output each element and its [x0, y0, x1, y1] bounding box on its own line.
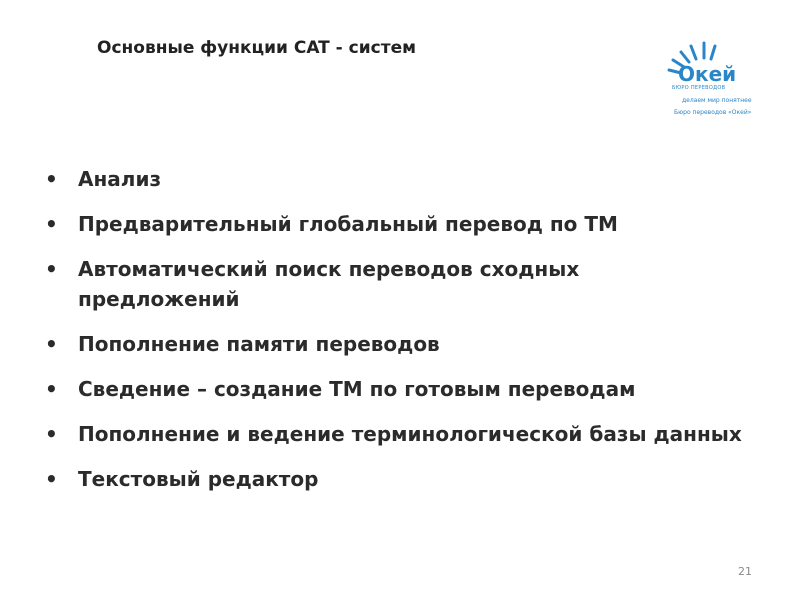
list-item	[45, 209, 745, 239]
list-item-text: Анализ	[78, 167, 162, 191]
logo-subtitle: БЮРО ПЕРЕВОДОВ	[672, 85, 726, 91]
bullet-icon: •	[45, 377, 58, 401]
bullet-icon: •	[45, 467, 58, 491]
bullet-icon: •	[45, 332, 58, 356]
list-item-text: Предварительный глобальный перевод по ТМ	[78, 212, 618, 236]
bullet-list	[45, 164, 745, 509]
list-item-text: Текстовый редактор	[78, 467, 319, 491]
list-item	[45, 164, 745, 194]
list-item-text: Пополнение памяти переводов	[78, 332, 440, 356]
logo-tagline: делаем мир понятнее	[682, 97, 752, 104]
logo-name: Окей	[678, 62, 737, 86]
slide-title: Основные функции CAT - систем	[97, 38, 416, 58]
list-item-text: Пополнение и ведение терминологической базы данных	[78, 422, 742, 446]
company-logo	[660, 36, 770, 120]
list-item	[45, 464, 745, 494]
bullet-icon: •	[45, 422, 58, 446]
list-item	[45, 329, 745, 359]
list-item-text: Автоматический поиск переводов сходных предложений	[78, 257, 580, 311]
list-item	[45, 374, 745, 404]
logo-caption: Бюро переводов «Окей»	[674, 109, 752, 116]
page-number: 21	[738, 565, 752, 578]
list-item-text: Сведение – создание ТМ по готовым переводам	[78, 377, 636, 401]
bullet-icon: •	[45, 212, 58, 236]
list-item	[45, 419, 745, 449]
list-item	[45, 254, 745, 314]
bullet-icon: •	[45, 257, 58, 281]
bullet-icon: •	[45, 167, 58, 191]
